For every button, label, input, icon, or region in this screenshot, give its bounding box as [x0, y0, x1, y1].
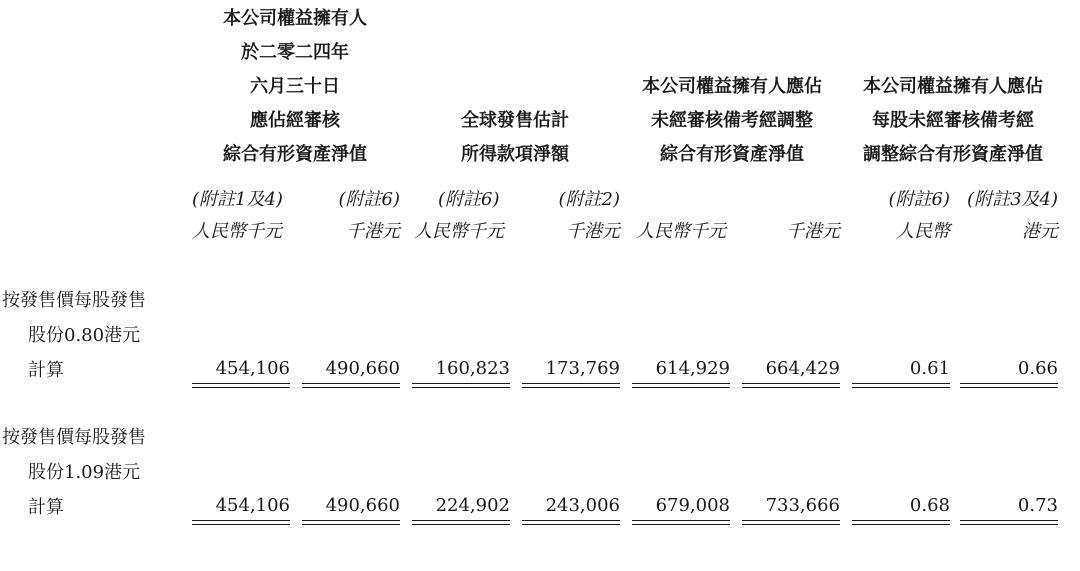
row-label-line: 計算: [28, 497, 64, 518]
table-cell: 614,929: [655, 358, 730, 379]
unit-col7: 人民幣: [896, 221, 950, 242]
table-cell: 664,429: [765, 358, 840, 379]
header-line: 每股未經審核備考經: [872, 110, 1034, 131]
double-underline: [302, 383, 400, 388]
header-line: 於二零二四年: [241, 42, 349, 63]
double-underline: [522, 520, 620, 525]
double-underline: [960, 520, 1058, 525]
header-tangible-assets: [190, 2, 400, 172]
note-col2: (附註6): [338, 189, 400, 210]
unit-col1: 人民幣千元: [192, 221, 282, 242]
row-label-line: 按發售價每股發售: [2, 427, 146, 448]
table-cell: 224,902: [435, 495, 510, 516]
unit-col5: 人民幣千元: [636, 221, 726, 242]
table-cell: 173,769: [545, 358, 620, 379]
double-underline: [192, 520, 290, 525]
double-underline: [742, 520, 840, 525]
header-line: 調整綜合有形資產淨值: [863, 144, 1043, 165]
unit-col4: 千港元: [566, 221, 620, 242]
double-underline: [960, 383, 1058, 388]
note-col4: (附註2): [558, 189, 620, 210]
header-line: 所得款項淨額: [461, 144, 569, 165]
note-col1: (附註1及4): [192, 189, 283, 210]
double-underline: [852, 383, 950, 388]
double-underline: [302, 520, 400, 525]
table-cell: 679,008: [655, 495, 730, 516]
header-line: 六月三十日: [250, 76, 340, 97]
row-label-line: 按發售價每股發售: [2, 290, 146, 311]
header-line: 本公司權益擁有人: [223, 8, 367, 29]
header-line: 全球發售估計: [461, 110, 569, 131]
header-line: 未經審核備考經調整: [651, 110, 813, 131]
double-underline: [632, 520, 730, 525]
double-underline: [522, 383, 620, 388]
unit-col6: 千港元: [786, 221, 840, 242]
header-pro-forma-assets: [624, 70, 840, 172]
table-cell: 0.66: [1017, 358, 1058, 379]
double-underline: [412, 383, 510, 388]
note-col3: (附註6): [438, 189, 500, 210]
table-cell: 0.68: [909, 495, 950, 516]
double-underline: [742, 383, 840, 388]
double-underline: [852, 520, 950, 525]
double-underline: [192, 383, 290, 388]
table-cell: 733,666: [765, 495, 840, 516]
header-line: 綜合有形資產淨值: [223, 144, 367, 165]
table-cell: 490,660: [325, 358, 400, 379]
table-cell: 0.73: [1017, 495, 1058, 516]
table-cell: 454,106: [215, 358, 290, 379]
unit-col3: 人民幣千元: [414, 221, 504, 242]
row-label-line: 計算: [28, 360, 64, 381]
double-underline: [412, 520, 510, 525]
double-underline: [632, 383, 730, 388]
header-line: 本公司權益擁有人應佔: [863, 76, 1043, 97]
table-cell: 0.61: [909, 358, 950, 379]
table-cell: 490,660: [325, 495, 400, 516]
unit-col2: 千港元: [346, 221, 400, 242]
row-label-line: 股份1.09港元: [28, 462, 141, 483]
unit-col8: 港元: [1022, 221, 1058, 242]
note-col7: (附註6): [888, 189, 950, 210]
header-line: 應佔經審核: [250, 110, 340, 131]
header-line: 本公司權益擁有人應佔: [642, 76, 822, 97]
table-cell: 454,106: [215, 495, 290, 516]
header-per-share: [848, 70, 1058, 172]
note-col8: (附註3及4): [967, 189, 1058, 210]
header-line: 綜合有形資產淨值: [660, 144, 804, 165]
table-cell: 243,006: [545, 495, 620, 516]
table-cell: 160,823: [435, 358, 510, 379]
header-net-proceeds: [410, 104, 620, 172]
row-label: [2, 420, 146, 525]
row-label-line: 股份0.80港元: [28, 325, 141, 346]
row-label: [2, 283, 146, 388]
